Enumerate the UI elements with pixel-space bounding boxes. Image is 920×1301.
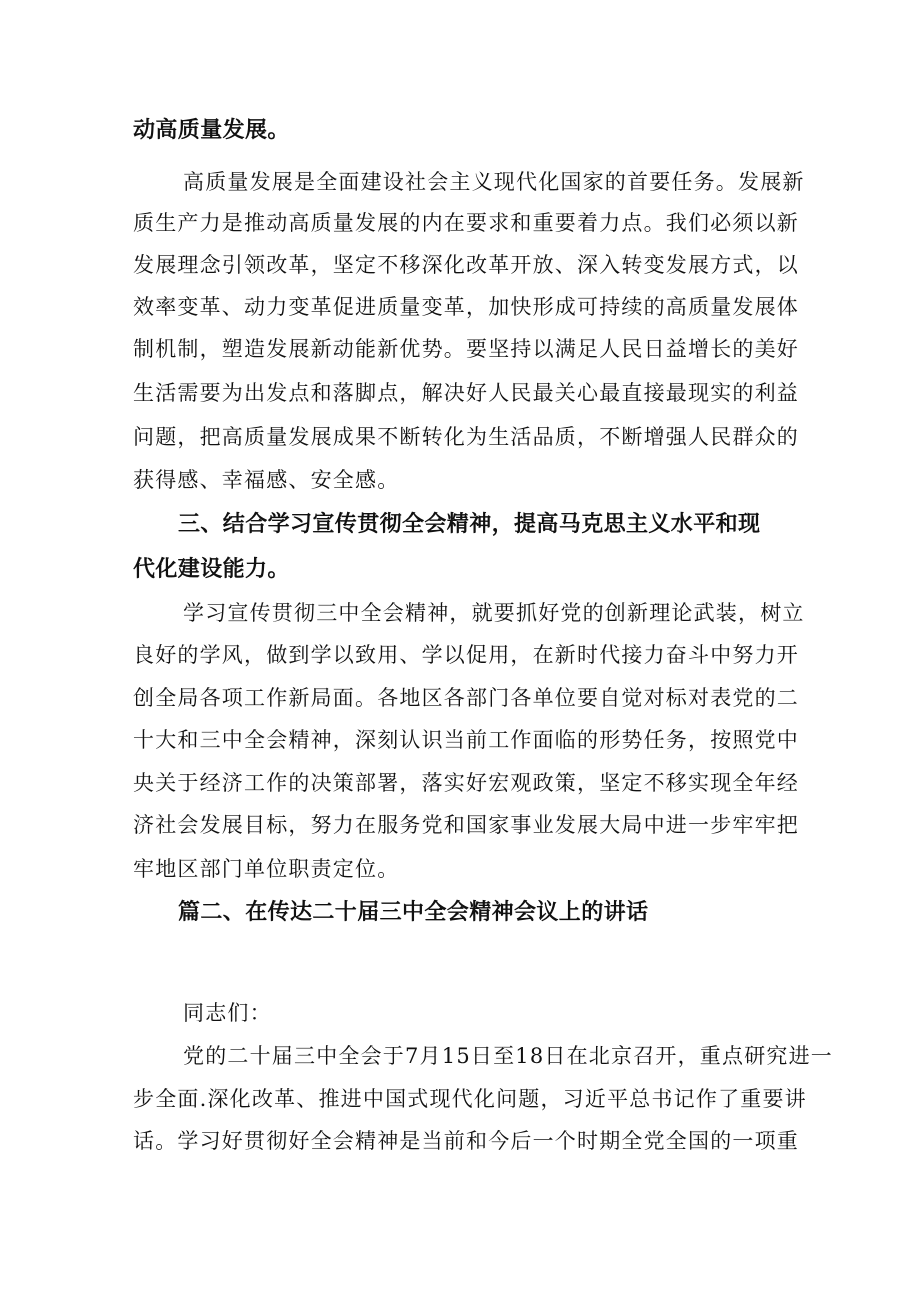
paragraph-line: 发展理念引领改革，坚定不移深化改革开放、深入转变发展方式，以	[133, 253, 799, 277]
paragraph-line: 创全局各项工作新局面。各地区各部门各单位要自觉对标对表党的二	[133, 686, 799, 710]
salutation: 同志们：	[183, 1001, 272, 1025]
paragraph-line: 良好的学风，做到学以致用、学以促用，在新时代接力奋斗中努力开	[133, 643, 799, 667]
paragraph-line: 获得感、幸福感、安全感。	[133, 468, 400, 492]
paragraph-line: 党的二十届三中全会于7月15日至18日在北京召开，重点研究进一	[183, 1044, 834, 1068]
paragraph-line: 高质量发展是全面建设社会主义现代化国家的首要任务。发展新	[183, 170, 805, 194]
section-heading: 代化建设能力。	[133, 557, 290, 582]
paragraph-line: 牢地区部门单位职责定位。	[133, 857, 400, 881]
paragraph-line: 问题，把高质量发展成果不断转化为生活品质，不断增强人民群众的	[133, 425, 799, 449]
paragraph-line: 效率变革、动力变革促进质量变革，加快形成可持续的高质量发展体	[133, 295, 799, 319]
heading-line: 动高质量发展。	[133, 118, 290, 143]
paragraph-line: 话。学习好贯彻好全会精神是当前和今后一个时期全党全国的一项重	[133, 1129, 799, 1153]
paragraph-line: 质生产力是推动高质量发展的内在要求和重要着力点。我们必须以新	[133, 211, 799, 235]
article-title: 篇二、在传达二十届三中全会精神会议上的讲话	[178, 900, 649, 925]
paragraph-line: 济社会发展目标，努力在服务党和国家事业发展大局中进一步牢牢把	[133, 813, 799, 837]
paragraph-line: 央关于经济工作的决策部署，落实好宏观政策，坚定不移实现全年经	[133, 771, 799, 795]
paragraph-line: 学习宣传贯彻三中全会精神，就要抓好党的创新理论武装，树立	[183, 601, 805, 625]
section-heading: 三、结合学习宣传贯彻全会精神，提高马克思主义水平和现	[178, 512, 761, 537]
paragraph-line: 十大和三中全会精神，深刻认识当前工作面临的形势任务，按照党中	[133, 728, 799, 752]
paragraph-line: 制机制，塑造发展新动能新优势。要坚持以满足人民日益增长的美好	[133, 337, 799, 361]
paragraph-line: 步全面.深化改革、推进中国式现代化问题，习近平总书记作了重要讲	[133, 1087, 807, 1111]
paragraph-line: 生活需要为出发点和落脚点，解决好人民最关心最直接最现实的利益	[133, 381, 799, 405]
